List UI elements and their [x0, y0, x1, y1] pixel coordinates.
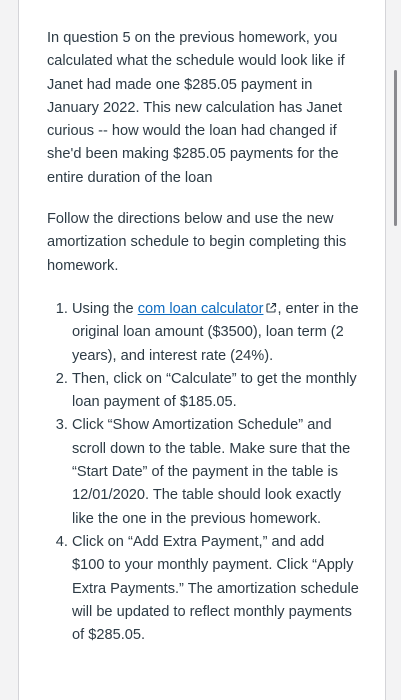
scrollbar[interactable]: [394, 70, 397, 226]
step-1-text-before: Using the: [72, 300, 138, 317]
list-item-2: 2. Then, click on “Calculate” to get the monthly loan payment of $185.05.: [72, 368, 359, 415]
question-body: [47, 27, 359, 647]
instruction-list: [47, 298, 359, 647]
step-1-text-after: , enter in the original loan amount ($3500), loan term (2 years), and interest rate (24%).: [72, 300, 359, 364]
list-item-4: 4. Click on “Add Extra Payment,” and add $100 to your monthly payment. Click “Apply Extra Payments.” The amortization schedule will be updated to reflect monthly payments of $285.05.: [72, 531, 359, 647]
list-item-1: [72, 298, 359, 368]
external-link-icon[interactable]: [265, 299, 277, 311]
loan-calculator-link[interactable]: com loan calculator: [137, 300, 264, 317]
intro-paragraph: In question 5 on the previous homework, you calculated what the schedule would look like if Janet had made one $285.05 payment in January 2022. This new calculation has Janet curious -- how would the loan had changed if she'd been making $285.05 payments for the entire duration of the loan: [47, 30, 345, 186]
list-item-3: 3. Click “Show Amortization Schedule” and scroll down to the table. Make sure that the “Start Date” of the payment in the table is 12/01/2020. The table should look exactly like the one in the previous homework.: [72, 414, 359, 530]
directions-paragraph: Follow the directions below and use the new amortization schedule to begin completing this homework.: [47, 211, 347, 274]
